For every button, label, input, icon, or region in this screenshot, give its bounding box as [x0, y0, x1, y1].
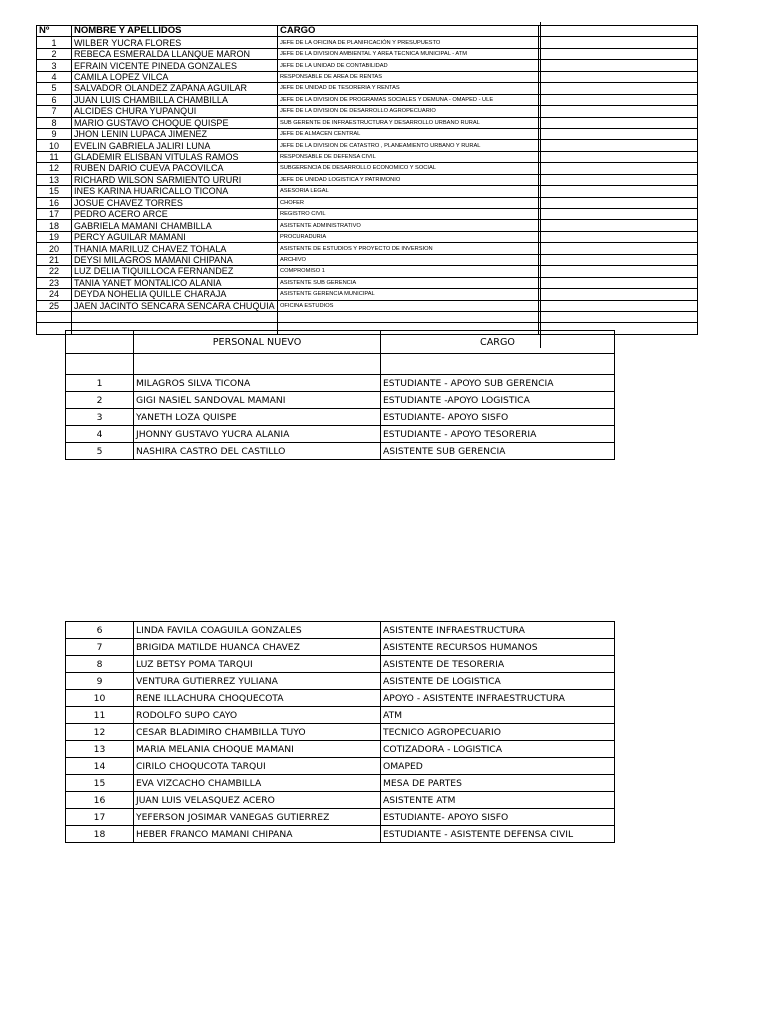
row-name: MILAGROS SILVA TICONA: [134, 375, 381, 392]
table-row: [66, 639, 615, 656]
row-num: 8: [37, 117, 72, 128]
row-name: ALCIDES CHURA YUPANQUI: [72, 106, 278, 117]
row-name: BRIGIDA MATILDE HUANCA CHAVEZ: [134, 639, 381, 656]
row-name: WILBER YUCRA FLORES: [72, 37, 278, 48]
blank-cell: [539, 94, 698, 105]
header-blank: [539, 26, 698, 37]
row-name: LUZ BETSY POMA TARQUI: [134, 656, 381, 673]
blank-cell: [72, 311, 278, 322]
blank-cell: [539, 289, 698, 300]
row-name: CIRILO CHOQUCOTA TARQUI: [134, 758, 381, 775]
new-staff-table-header: [66, 331, 615, 354]
row-num: 13: [66, 741, 134, 758]
blank-cell: [539, 231, 698, 242]
row-cargo: OFICINA ESTUDIOS: [278, 300, 539, 311]
table-row: [37, 174, 698, 185]
row-name: YEFERSON JOSIMAR VANEGAS GUTIERREZ: [134, 809, 381, 826]
row-cargo: ASISTENTE DE LOGISTICA: [381, 673, 615, 690]
table-row: [66, 656, 615, 673]
table-row: [66, 392, 615, 409]
row-cargo: ESTUDIANTE- APOYO SISFO: [381, 409, 615, 426]
row-cargo: JEFE DE LA UNIDAD DE CONTABILIDAD: [278, 60, 539, 71]
row-num: 4: [66, 426, 134, 443]
blank-cell: [381, 354, 615, 375]
table-row: [37, 266, 698, 277]
table-row: [66, 443, 615, 460]
blank-cell: [278, 311, 539, 322]
table-row: [66, 741, 615, 758]
table-row: [66, 690, 615, 707]
table-row: [66, 673, 615, 690]
table-row: [37, 117, 698, 128]
row-num: 17: [37, 209, 72, 220]
row-num: 16: [66, 792, 134, 809]
row-num: 12: [66, 724, 134, 741]
header-cargo: CARGO: [381, 331, 615, 354]
staff-table-header: [37, 26, 698, 37]
table-row: [66, 809, 615, 826]
row-num: 22: [37, 266, 72, 277]
row-cargo: REGISTRO CIVIL: [278, 209, 539, 220]
blank-cell: [539, 128, 698, 139]
staff-table-body: [37, 37, 698, 334]
table-row: [37, 300, 698, 311]
blank-cell: [539, 83, 698, 94]
row-num: 1: [37, 37, 72, 48]
row-cargo: ASISTENTE RECURSOS HUMANOS: [381, 639, 615, 656]
table-row: [37, 83, 698, 94]
row-name: REBECA ESMERALDA LLANQUE MARON: [72, 48, 278, 59]
row-cargo: ATM: [381, 707, 615, 724]
row-cargo: JEFE DE LA DIVISION DE PROGRAMAS SOCIALES Y DEMUNA - OMAPED - ULE: [278, 94, 539, 105]
row-name: JOSUE CHAVEZ TORRES: [72, 197, 278, 208]
blank-cell: [539, 209, 698, 220]
table-row: [37, 48, 698, 59]
table-row: [37, 151, 698, 162]
row-num: 12: [37, 163, 72, 174]
table-row: [37, 209, 698, 220]
header-blank: [66, 331, 134, 354]
table-row: [37, 37, 698, 48]
row-name: DEYDA NOHELIA QUILLE CHARAJA: [72, 289, 278, 300]
row-num: 8: [66, 656, 134, 673]
row-num: 2: [66, 392, 134, 409]
row-num: 24: [37, 289, 72, 300]
blank-cell: [539, 311, 698, 322]
table-row: [66, 724, 615, 741]
row-name: JHON LENIN LUPACA JIMENEZ: [72, 128, 278, 139]
row-cargo: ASISTENTE SUB GERENCIA: [381, 443, 615, 460]
row-name: RICHARD WILSON SARMIENTO URURI: [72, 174, 278, 185]
row-num: 25: [37, 300, 72, 311]
row-name: MARIO GUSTAVO CHOQUE QUISPE: [72, 117, 278, 128]
row-name: EVELIN GABRIELA JALIRI LUNA: [72, 140, 278, 151]
row-num: 20: [37, 243, 72, 254]
table-row: [66, 775, 615, 792]
table-row: [37, 220, 698, 231]
row-cargo: SUB GERENTE DE INFRAESTRUCTURA Y DESARROLLO URBANO RURAL: [278, 117, 539, 128]
blank-cell: [539, 60, 698, 71]
row-num: 3: [37, 60, 72, 71]
row-name: THANIA MARILUZ CHAVEZ TOHALA: [72, 243, 278, 254]
row-name: LINDA FAVILA COAGUILA GONZALES: [134, 622, 381, 639]
row-name: CESAR BLADIMIRO CHAMBILLA TUYO: [134, 724, 381, 741]
row-name: HEBER FRANCO MAMANI CHIPANA: [134, 826, 381, 843]
blank-cell: [37, 311, 72, 322]
row-name: EFRAIN VICENTE PINEDA GONZALES: [72, 60, 278, 71]
row-name: GABRIELA MAMANI CHAMBILLA: [72, 220, 278, 231]
row-cargo: JEFE DE UNIDAD DE TESORERIA Y RENTAS: [278, 83, 539, 94]
table-row: [37, 197, 698, 208]
row-cargo: ASISTENTE DE TESORERIA: [381, 656, 615, 673]
row-num: 1: [66, 375, 134, 392]
row-num: 13: [37, 174, 72, 185]
row-cargo: SUBGERENCIA DE DESARROLLO ECONOMICO Y SOCIAL: [278, 163, 539, 174]
row-cargo: COTIZADORA - LOGISTICA: [381, 741, 615, 758]
row-cargo: ESTUDIANTE - APOYO TESORERIA: [381, 426, 615, 443]
row-name: RUBEN DARIO CUEVA PACOVILCA: [72, 163, 278, 174]
blank-cell: [539, 163, 698, 174]
row-name: PERCY AGUILAR MAMANI: [72, 231, 278, 242]
blank-cell: [539, 71, 698, 82]
table-row: [37, 163, 698, 174]
row-cargo: JEFE DE UNIDAD LOGISTICA Y PATRIMONIO: [278, 174, 539, 185]
row-num: 2: [37, 48, 72, 59]
row-num: 14: [66, 758, 134, 775]
row-name: GIGI NASIEL SANDOVAL MAMANI: [134, 392, 381, 409]
row-name: JUAN LUIS VELASQUEZ ACERO: [134, 792, 381, 809]
table-row: [66, 375, 615, 392]
row-num: 10: [37, 140, 72, 151]
row-num: 15: [37, 186, 72, 197]
row-num: 9: [37, 128, 72, 139]
table-row: [37, 186, 698, 197]
blank-cell: [539, 106, 698, 117]
row-num: 17: [66, 809, 134, 826]
row-name: GLADEMIR ELISBAN VITULAS RAMOS: [72, 151, 278, 162]
row-num: 21: [37, 254, 72, 265]
table-row: [66, 622, 615, 639]
row-cargo: JEFE DE LA DIVISION DE DESARROLLO AGROPECUARIO: [278, 106, 539, 117]
blank-cell: [539, 186, 698, 197]
row-num: 11: [37, 151, 72, 162]
row-num: 11: [66, 707, 134, 724]
row-num: 10: [66, 690, 134, 707]
table-row-blank: [66, 354, 615, 375]
row-num: 7: [37, 106, 72, 117]
row-name: JHONNY GUSTAVO YUCRA ALANIA: [134, 426, 381, 443]
header-personal-nuevo: PERSONAL NUEVO: [134, 331, 381, 354]
table-row: [66, 758, 615, 775]
table-row: [37, 289, 698, 300]
row-cargo: ASISTENTE GERENCIA MUNICIPAL: [278, 289, 539, 300]
row-name: JUAN LUIS CHAMBILLA CHAMBILLA: [72, 94, 278, 105]
table-row: [66, 409, 615, 426]
blank-cell: [539, 140, 698, 151]
table-row: [66, 707, 615, 724]
row-name: INES KARINA HUARICALLO TICONA: [72, 186, 278, 197]
table-row: [37, 71, 698, 82]
row-cargo: ASISTENTE INFRAESTRUCTURA: [381, 622, 615, 639]
row-num: 3: [66, 409, 134, 426]
blank-cell: [539, 220, 698, 231]
row-cargo: JEFE DE LA DIVISION DE CATASTRO , PLANEAMIENTO URBANO Y RURAL: [278, 140, 539, 151]
row-cargo: JEFE DE LA OFICINA DE PLANIFICACIÓN Y PRESUPUESTO: [278, 37, 539, 48]
row-name: RENE ILLACHURA CHOQUECOTA: [134, 690, 381, 707]
row-name: RODOLFO SUPO CAYO: [134, 707, 381, 724]
row-num: 19: [37, 231, 72, 242]
table-row: [37, 94, 698, 105]
table-row: [66, 426, 615, 443]
table-row: [37, 140, 698, 151]
header-num: Nº: [37, 26, 72, 37]
row-cargo: OMAPED: [381, 758, 615, 775]
row-cargo: ASISTENTE ADMINISTRATIVO: [278, 220, 539, 231]
row-cargo: ASISTENTE ATM: [381, 792, 615, 809]
row-name: VENTURA GUTIERREZ YULIANA: [134, 673, 381, 690]
blank-cell: [539, 254, 698, 265]
row-name: PEDRO ACERO ARCE: [72, 209, 278, 220]
row-cargo: ARCHIVO: [278, 254, 539, 265]
row-cargo: ESTUDIANTE -APOYO LOGISTICA: [381, 392, 615, 409]
row-num: 18: [37, 220, 72, 231]
row-num: 16: [37, 197, 72, 208]
row-cargo: TECNICO AGROPECUARIO: [381, 724, 615, 741]
row-num: 23: [37, 277, 72, 288]
row-name: NASHIRA CASTRO DEL CASTILLO: [134, 443, 381, 460]
row-cargo: PROCURADURIA: [278, 231, 539, 242]
blank-cell: [539, 174, 698, 185]
header-cargo: CARGO: [278, 26, 539, 37]
row-name: MARIA MELANIA CHOQUE MAMANI: [134, 741, 381, 758]
blank-cell: [539, 266, 698, 277]
table-row: [66, 792, 615, 809]
new-staff-table-body: [66, 354, 615, 460]
row-cargo: ESTUDIANTE - APOYO SUB GERENCIA: [381, 375, 615, 392]
table-row: [37, 128, 698, 139]
row-cargo: JEFE DE ALMACEN CENTRAL: [278, 128, 539, 139]
table-row: [37, 243, 698, 254]
table-row: [66, 826, 615, 843]
row-cargo: MESA DE PARTES: [381, 775, 615, 792]
row-cargo: RESPONSABLE DE AREA DE RENTAS: [278, 71, 539, 82]
row-name: EVA VIZCACHO CHAMBILLA: [134, 775, 381, 792]
new-staff-table: [65, 330, 615, 460]
row-num: 5: [66, 443, 134, 460]
row-name: JAEN JACINTO SENCARA SENCARA CHUQUIA: [72, 300, 278, 311]
row-cargo: ASISTENTE DE ESTUDIOS Y PROYECTO DE INVERSION: [278, 243, 539, 254]
row-cargo: ASISTENTE SUB GERENCIA: [278, 277, 539, 288]
row-cargo: JEFE DE LA DIVISION AMBIENTAL Y AREA TECNICA MUNICIPAL - ATM: [278, 48, 539, 59]
row-name: YANETH LOZA QUISPE: [134, 409, 381, 426]
blank-cell: [539, 243, 698, 254]
row-cargo: ESTUDIANTE - ASISTENTE DEFENSA CIVIL: [381, 826, 615, 843]
row-num: 5: [37, 83, 72, 94]
row-num: 18: [66, 826, 134, 843]
table-row: [37, 106, 698, 117]
blank-cell: [134, 354, 381, 375]
row-name: CAMILA LOPEZ VILCA: [72, 71, 278, 82]
blank-cell: [539, 117, 698, 128]
row-cargo: COMPROMISO 1: [278, 266, 539, 277]
row-name: TANIA YANET MONTALICO ALANIA: [72, 277, 278, 288]
blank-cell: [539, 151, 698, 162]
blank-cell: [539, 48, 698, 59]
row-cargo: APOYO - ASISTENTE INFRAESTRUCTURA: [381, 690, 615, 707]
header-name: NOMBRE Y APELLIDOS: [72, 26, 278, 37]
row-cargo: RESPONSABLE DE DEFENSA CIVIL: [278, 151, 539, 162]
row-num: 15: [66, 775, 134, 792]
table-row-blank: [37, 311, 698, 322]
row-name: SALVADOR OLANDEZ ZAPANA AGUILAR: [72, 83, 278, 94]
new-staff-table-continued-body: [66, 622, 615, 843]
row-num: 9: [66, 673, 134, 690]
blank-cell: [539, 277, 698, 288]
row-num: 7: [66, 639, 134, 656]
row-num: 4: [37, 71, 72, 82]
row-cargo: CHOFER: [278, 197, 539, 208]
blank-cell: [539, 37, 698, 48]
row-num: 6: [37, 94, 72, 105]
blank-cell: [66, 354, 134, 375]
blank-cell: [539, 197, 698, 208]
table-row: [37, 60, 698, 71]
row-cargo: ESTUDIANTE- APOYO SISFO: [381, 809, 615, 826]
staff-table: [36, 25, 698, 335]
row-name: DEYSI MILAGROS MAMANI CHIPANA: [72, 254, 278, 265]
new-staff-table-continued: [65, 621, 615, 843]
row-cargo: ASESORIA LEGAL: [278, 186, 539, 197]
row-name: LUZ DELIA TIQUILLOCA FERNANDEZ: [72, 266, 278, 277]
row-num: 6: [66, 622, 134, 639]
blank-cell: [539, 300, 698, 311]
table-row: [37, 254, 698, 265]
table-row: [37, 277, 698, 288]
table-row: [37, 231, 698, 242]
